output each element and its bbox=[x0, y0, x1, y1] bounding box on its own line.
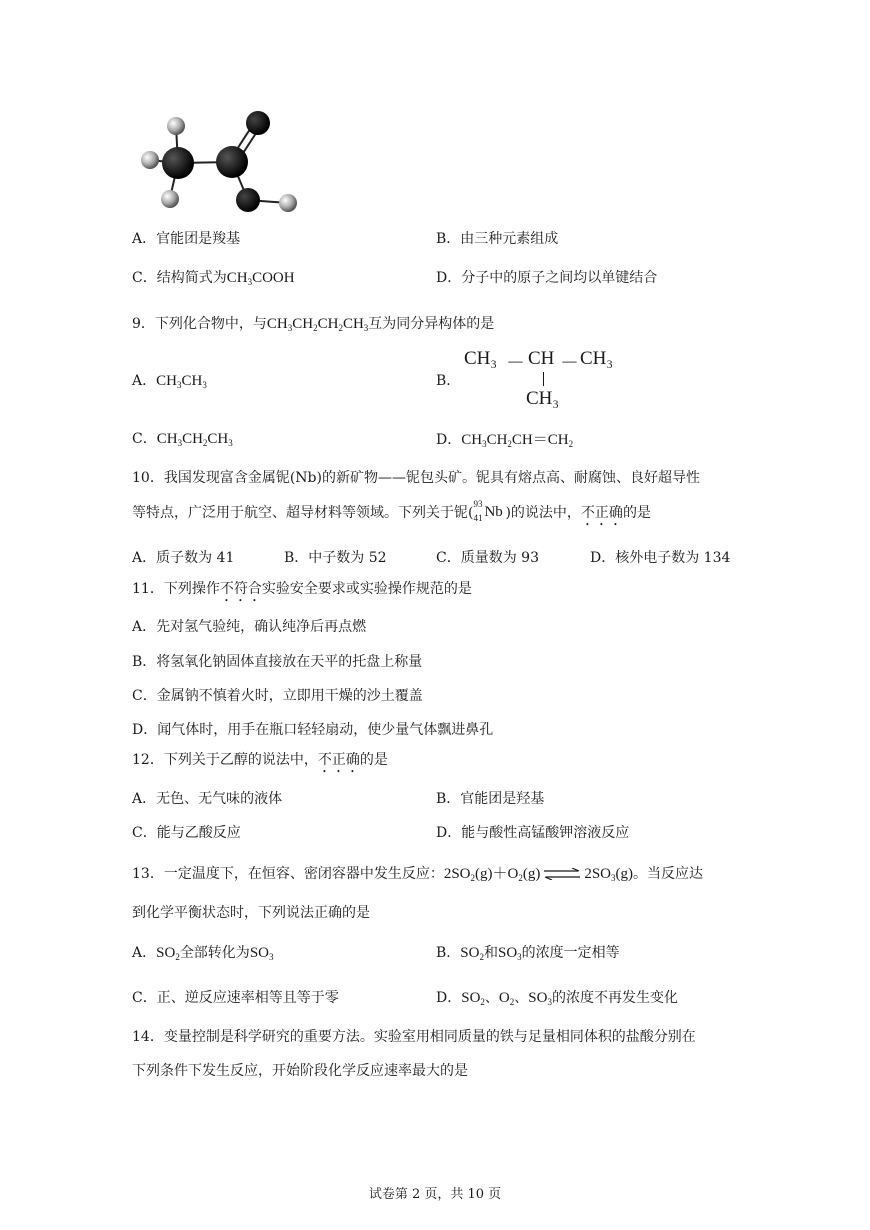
acetic-acid-model-image bbox=[130, 108, 310, 218]
carbon-atom bbox=[216, 146, 248, 178]
q10-stem-line2: 等特点，广泛用于航空、超导材料等领域。下列关于铌( 93 41 Nb )的说法中，不正确的是 bbox=[132, 499, 651, 523]
q14-stem-line1: 14．变量控制是科学研究的重要方法。实验室用相同质量的铁与足量相同体积的盐酸分别在 bbox=[132, 1029, 696, 1045]
q12-option-b: B．官能团是羟基 bbox=[436, 791, 545, 807]
q11-option-a: A．先对氢气验纯，确认纯净后再点燃 bbox=[132, 619, 367, 635]
q9-option-d: D．$CH_3CH_2CH=CH_2$ bbox=[436, 432, 574, 449]
hydrogen-atom bbox=[167, 117, 185, 135]
q13-option-d: D．$SO_2$、$O_2$、$SO_3$的浓度不再发生变化 bbox=[436, 990, 678, 1007]
q10-option-c: C．质量数为 93 bbox=[436, 550, 539, 566]
q9-stem: 9．下列化合物中，与$CH_3CH_2CH_2CH_3$互为同分异构体的是 bbox=[132, 316, 495, 333]
q9-option-b-structure: CH₃ － CH － CH₃ CH₃ bbox=[464, 348, 614, 409]
q12-option-a: A．无色、无气味的液体 bbox=[132, 791, 283, 807]
carbon-atom bbox=[162, 147, 194, 179]
q8-option-a: A．官能团是羧基 bbox=[132, 231, 241, 247]
q8-option-b: B．由三种元素组成 bbox=[436, 231, 559, 247]
q8-option-c: C．结构简式为$CH_3COOH$ bbox=[132, 270, 295, 287]
q10-option-d: D．核外电子数为 134 bbox=[590, 550, 731, 566]
page-footer: 试卷第 2 页，共 10 页 bbox=[368, 1187, 502, 1202]
q13-stem-line2: 到化学平衡状态时，下列说法正确的是 bbox=[132, 905, 370, 921]
q13-option-a: A．$SO_2$全部转化为$SO_3$ bbox=[132, 945, 274, 962]
q12-option-c: C．能与乙酸反应 bbox=[132, 825, 241, 841]
q13-stem-line1: 13．一定温度下，在恒容、密闭容器中发生反应：$2SO_2(g)+O_2(g)$ $2SO_3(g)$。当反应达 bbox=[132, 866, 704, 883]
q12-option-d: D．能与酸性高锰酸钾溶液反应 bbox=[436, 825, 630, 841]
hydrogen-atom bbox=[161, 190, 179, 208]
q10-option-b: B．中子数为 52 bbox=[284, 550, 387, 566]
q9-option-c: C．$CH_3CH_2CH_3$ bbox=[132, 431, 233, 448]
hydrogen-atom bbox=[279, 194, 297, 212]
q9-option-b-label: B． bbox=[436, 373, 461, 389]
q11-option-c: C．金属钠不慎着火时，立即用干燥的沙土覆盖 bbox=[132, 688, 423, 704]
q11-stem: 11．下列操作不符合实验安全要求或实验操作规范的是 bbox=[132, 581, 472, 597]
hydrogen-atom bbox=[141, 151, 159, 169]
oxygen-atom bbox=[236, 188, 260, 212]
q12-stem: 12．下列关于乙醇的说法中，不正确的是 bbox=[132, 752, 388, 768]
q13-option-b: B．$SO_2$和$SO_3$的浓度一定相等 bbox=[436, 945, 620, 962]
q13-option-c: C．正、逆反应速率相等且等于零 bbox=[132, 990, 339, 1006]
oxygen-atom bbox=[246, 111, 270, 135]
q14-stem-line2: 下列条件下发生反应，开始阶段化学反应速率最大的是 bbox=[132, 1063, 468, 1079]
q11-option-b: B．将氢氧化钠固体直接放在天平的托盘上称量 bbox=[132, 654, 423, 670]
q11-option-d: D．闻气体时，用手在瓶口轻轻扇动，使少量气体飘进鼻孔 bbox=[132, 722, 494, 738]
q9-option-a: A．$CH_3CH_3$ bbox=[132, 373, 207, 390]
q10-option-a: A．质子数为 41 bbox=[132, 550, 235, 566]
q8-option-d: D．分子中的原子之间均以单键结合 bbox=[436, 270, 658, 286]
branch-bond bbox=[543, 372, 544, 386]
reversible-arrow-icon bbox=[542, 868, 582, 880]
q10-stem-line1: 10．我国发现富含金属铌(Nb)的新矿物——铌包头矿。铌具有熔点高、耐腐蚀、良好超导性 bbox=[132, 470, 700, 486]
